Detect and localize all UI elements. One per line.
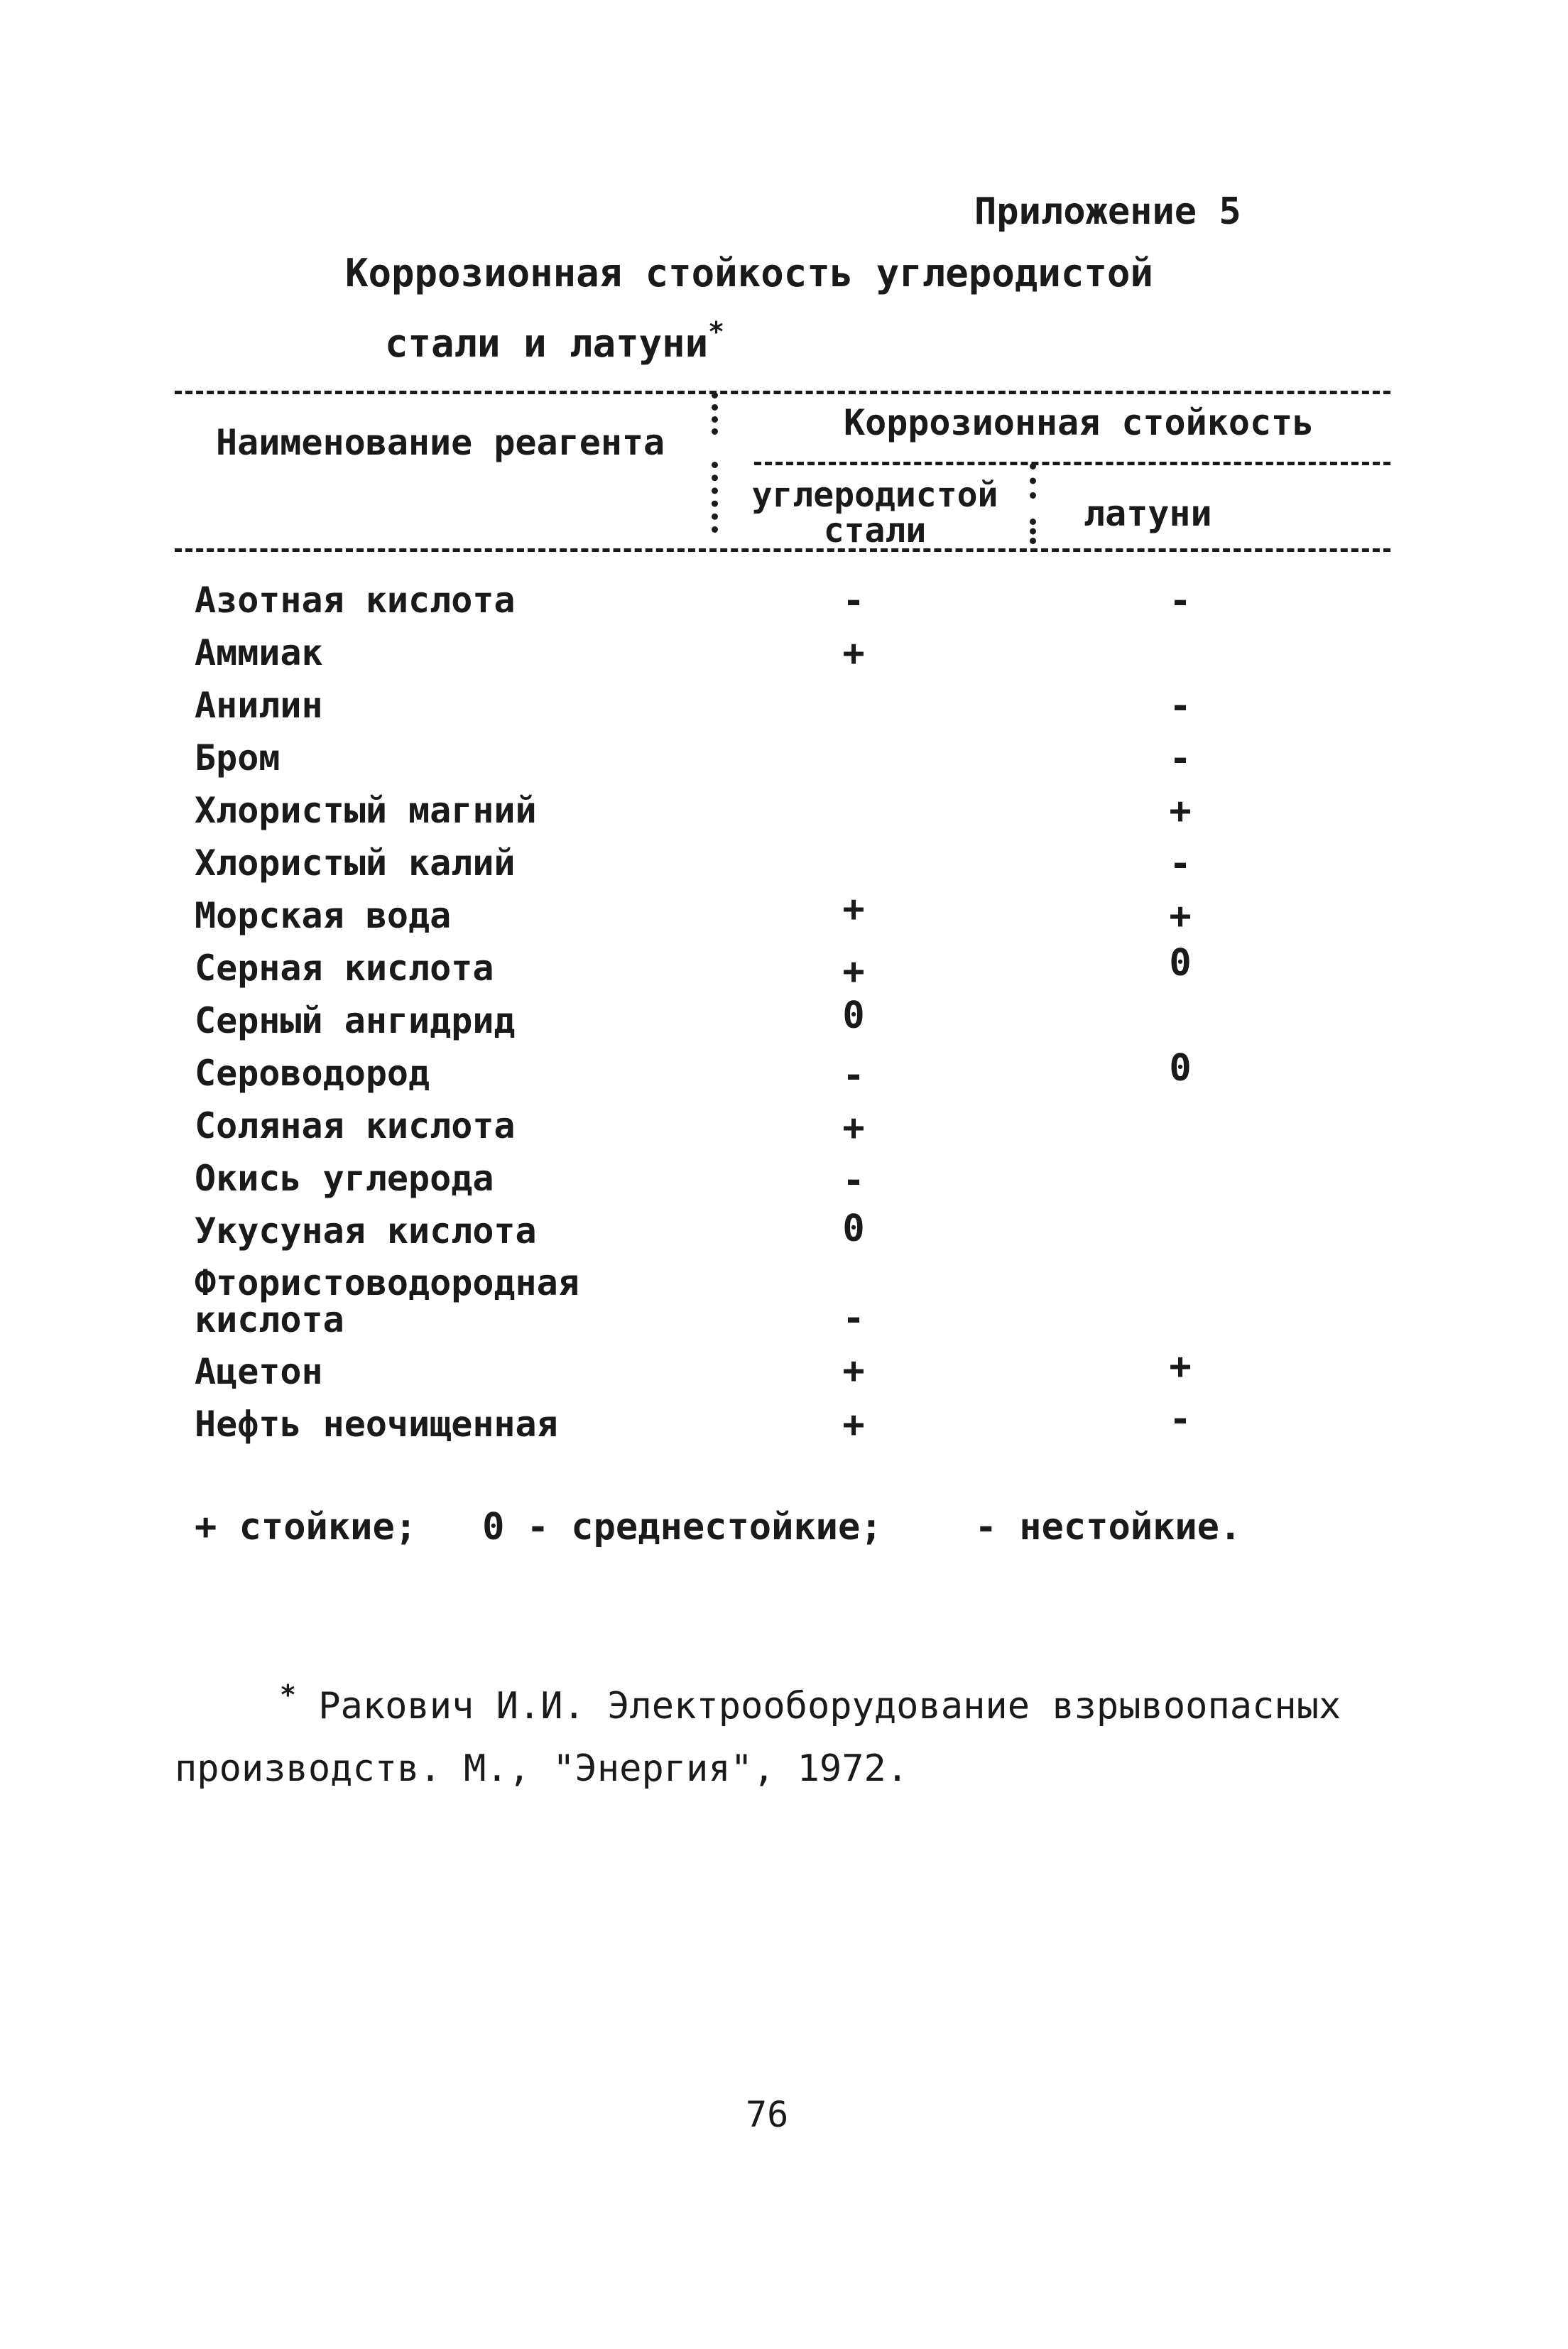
header-steel-line-2: стали	[823, 511, 927, 550]
header-resistance: Коррозионная стойкость	[844, 402, 1314, 443]
column-divider-reagent-lower	[712, 462, 718, 533]
row-name: Укусуная кислота	[195, 1210, 537, 1252]
brass-mark: +	[1169, 895, 1192, 938]
table-title	[345, 244, 1153, 373]
header-brass: латуни	[1084, 493, 1212, 534]
brass-mark: 0	[1169, 1047, 1192, 1090]
brass-mark: 0	[1169, 942, 1192, 984]
title-footnote-mark: *	[708, 316, 725, 347]
title-line-2	[345, 303, 1153, 373]
row-name-line-1: Фтористоводородная	[195, 1262, 579, 1303]
row-name: Анилин	[195, 685, 323, 726]
brass-mark: +	[1169, 790, 1192, 832]
footnote-line-1-text: Ракович И.И. Электрооборудование взрывоопасных	[318, 1685, 1341, 1727]
steel-mark: +	[842, 1350, 865, 1392]
column-divider-steel-lower	[1030, 519, 1036, 544]
header-bottom-rule	[175, 548, 1390, 552]
title-line-2-text: стали и латуни	[385, 321, 709, 366]
brass-mark: -	[1169, 842, 1192, 885]
page-number: 76	[746, 2094, 789, 2135]
legend-plus: + стойкие;	[195, 1506, 418, 1548]
steel-mark: 0	[842, 994, 865, 1037]
steel-mark: +	[842, 1107, 865, 1149]
legend	[195, 1506, 1241, 1548]
header-steel	[733, 477, 1017, 548]
column-divider-steel	[1030, 463, 1036, 499]
steel-mark: -	[842, 1159, 865, 1202]
row-name: Аммиак	[195, 632, 323, 673]
legend-zero: 0 - среднестойкие;	[482, 1506, 883, 1548]
row-name: Хлористый магний	[195, 790, 537, 831]
footnote	[175, 1664, 1341, 1800]
steel-mark: +	[842, 632, 865, 675]
footnote-line-2: производств. М., "Энергия", 1972.	[175, 1747, 909, 1790]
steel-mark: +	[842, 888, 865, 931]
steel-mark: -	[842, 580, 865, 622]
row-name: Хлористый калий	[195, 842, 516, 884]
brass-mark: -	[1169, 685, 1192, 727]
steel-mark: -	[842, 1054, 865, 1097]
row-name: Бром	[195, 737, 281, 779]
title-line-1: Коррозионная стойкость углеродистой	[345, 251, 1153, 295]
header-sub-rule	[754, 462, 1390, 465]
header-reagent: Наименование реагента	[216, 422, 665, 463]
row-name: Ацетон	[195, 1351, 323, 1392]
steel-mark: -	[842, 1297, 865, 1340]
steel-mark: +	[842, 950, 865, 993]
table-top-rule	[175, 391, 1390, 394]
row-name: Серный ангидрид	[195, 1000, 516, 1041]
row-name	[195, 1264, 579, 1338]
legend-minus: - нестойкие.	[974, 1506, 1242, 1548]
row-name-line-2: кислота	[195, 1299, 344, 1340]
header-steel-line-1: углеродистой	[751, 475, 998, 515]
column-divider-reagent	[712, 392, 718, 435]
brass-mark: -	[1169, 737, 1192, 780]
steel-mark: 0	[842, 1208, 865, 1250]
row-name: Соляная кислота	[195, 1105, 516, 1146]
row-name: Нефть неочищенная	[195, 1404, 558, 1445]
brass-mark: -	[1169, 580, 1192, 622]
brass-mark: -	[1169, 1398, 1192, 1441]
footnote-line-1	[175, 1664, 1341, 1737]
row-name: Азотная кислота	[195, 580, 516, 621]
row-name: Сероводород	[195, 1053, 430, 1094]
row-name: Окись углерода	[195, 1158, 494, 1199]
footnote-mark: *	[280, 1679, 296, 1710]
appendix-label: Приложение 5	[974, 190, 1241, 233]
brass-mark: +	[1169, 1345, 1192, 1388]
row-name: Морская вода	[195, 895, 452, 936]
row-name: Серная кислота	[195, 948, 494, 989]
steel-mark: +	[842, 1404, 865, 1446]
